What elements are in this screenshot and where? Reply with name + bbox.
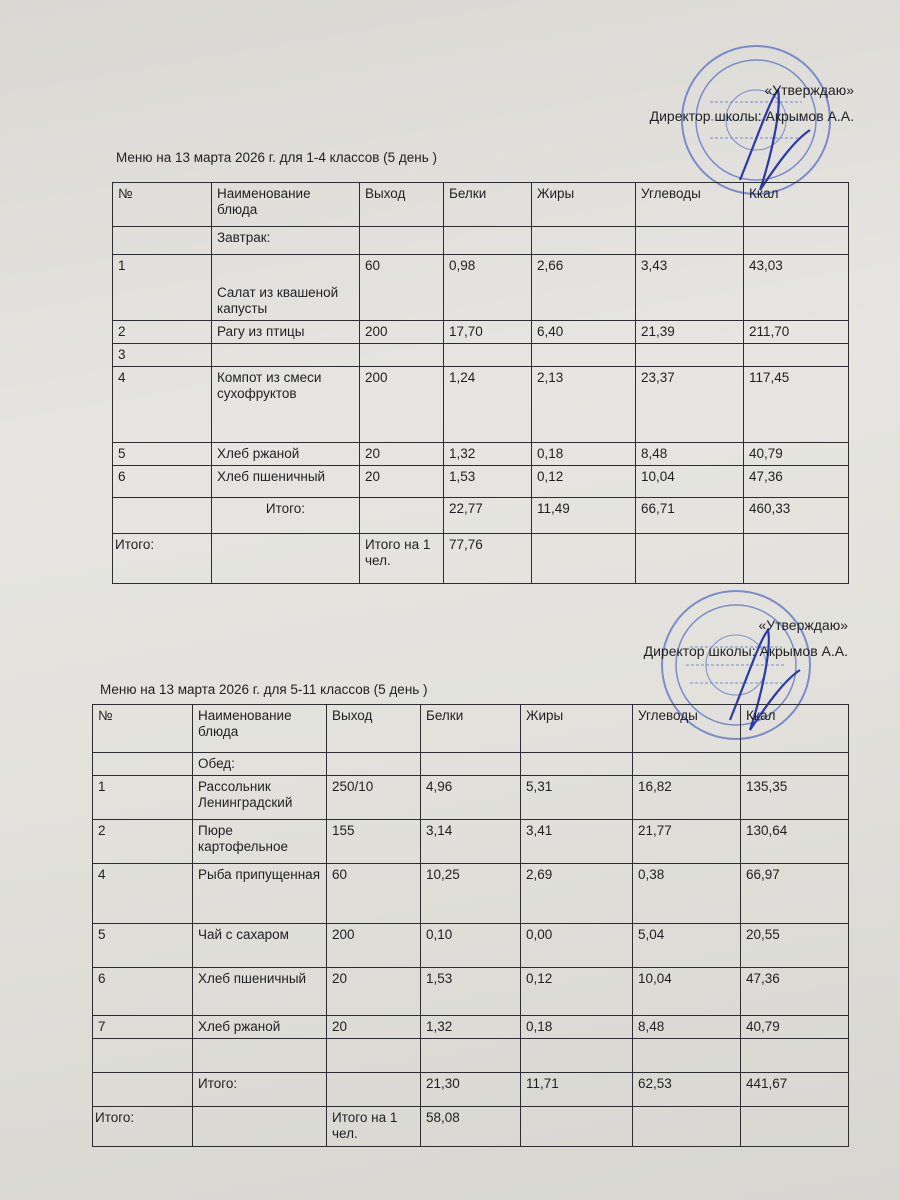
meal-label: Обед: [193,753,327,776]
cell-dish: Рассольник Ленинградский [193,776,327,820]
cell-dish: Чай с сахаром [193,924,327,968]
header-num: № [113,183,212,227]
cell-protein: 3,14 [421,820,521,864]
table-row [93,820,849,864]
cell-kcal: 40,79 [741,1016,849,1039]
table-row [93,1016,849,1039]
cell-yield: 20 [327,1016,421,1039]
cell-num: 5 [113,443,212,466]
cell-dish: Хлеб пшеничный [212,466,360,498]
cell-protein: 1,24 [444,367,532,443]
header-yield: Выход [327,705,421,753]
cell-carbs: 8,48 [636,443,744,466]
cell-kcal: 66,97 [741,864,849,924]
subtotal-protein: 21,30 [421,1073,521,1107]
cell-kcal: 43,03 [744,255,849,321]
cell-fat: 5,31 [521,776,633,820]
cell-num: 6 [113,466,212,498]
cell-yield: 20 [360,443,444,466]
total-row [93,1107,849,1147]
cell-num: 2 [93,820,193,864]
total-label: Итого: [113,534,212,584]
meal-label: Завтрак: [212,227,360,255]
meal-row [93,753,849,776]
cell-fat: 0,00 [521,924,633,968]
cell-carbs: 16,82 [633,776,741,820]
cell-num: 4 [93,864,193,924]
header-dish-name: Наименование блюда [193,705,327,753]
director-signature-line: Директор школы: Акрымов А.А. [643,643,848,659]
cell-fat: 0,18 [521,1016,633,1039]
cell-dish: Пюре картофельное [193,820,327,864]
table-header-row [93,705,849,753]
cell-dish: Рыба припущенная [193,864,327,924]
subtotal-fat: 11,71 [521,1073,633,1107]
cell-yield: 200 [360,321,444,344]
cell-protein: 1,32 [421,1016,521,1039]
cell-dish: Салат из квашеной капусты [212,255,360,321]
cell-protein: 1,32 [444,443,532,466]
cell-num: 1 [113,255,212,321]
table-row [113,443,849,466]
cell-fat: 2,13 [532,367,636,443]
subtotal-row [113,498,849,534]
menu-table-5-11 [92,704,849,1147]
cell-dish: Рагу из птицы [212,321,360,344]
cell-kcal: 20,55 [741,924,849,968]
menu-title-1-4: Меню на 13 марта 2026 г. для 1-4 классов (5 день ) [116,150,438,165]
cell-fat: 6,40 [532,321,636,344]
cell-yield: 250/10 [327,776,421,820]
cell-num: 6 [93,968,193,1016]
approval-block-1 [650,80,854,126]
cell-yield: 200 [360,367,444,443]
header-carbs: Углеводы [636,183,744,227]
header-num: № [93,705,193,753]
cell-num: 5 [93,924,193,968]
header-carbs: Углеводы [633,705,741,753]
total-row [113,534,849,584]
subtotal-carbs: 62,53 [633,1073,741,1107]
table-row [93,776,849,820]
cell-dish: Хлеб ржаной [212,443,360,466]
table-row [113,344,849,367]
cell-carbs: 10,04 [633,968,741,1016]
cell-carbs: 5,04 [633,924,741,968]
subtotal-label: Итого: [212,498,360,534]
cell-kcal: 47,36 [744,466,849,498]
table-row [93,924,849,968]
cell-num: 3 [113,344,212,367]
director-signature-line: Директор школы: Акрымов А.А. [649,108,854,124]
cell-kcal: 211,70 [744,321,849,344]
cell-yield: 20 [327,968,421,1016]
header-kcal: Ккал [741,705,849,753]
cell-dish: Хлеб пшеничный [193,968,327,1016]
cell-carbs: 21,39 [636,321,744,344]
empty-row [93,1039,849,1073]
cell-fat: 0,12 [532,466,636,498]
cell-kcal: 40,79 [744,443,849,466]
table-row [113,321,849,344]
cell-kcal: 130,64 [741,820,849,864]
cell-protein: 1,53 [421,968,521,1016]
approval-label: «Утверждаю» [758,617,848,633]
total-per-person-label: Итого на 1 чел. [360,534,444,584]
cell-protein: 10,25 [421,864,521,924]
header-dish-name: Наименование блюда [212,183,360,227]
cell-num: 1 [93,776,193,820]
total-label: Итого: [93,1107,193,1147]
cell-carbs: 21,77 [633,820,741,864]
subtotal-protein: 22,77 [444,498,532,534]
subtotal-row [93,1073,849,1107]
cell-fat: 3,41 [521,820,633,864]
header-protein: Белки [421,705,521,753]
cell-kcal: 135,35 [741,776,849,820]
cell-kcal: 47,36 [741,968,849,1016]
cell-protein: 1,53 [444,466,532,498]
table-row [93,968,849,1016]
cell-yield: 155 [327,820,421,864]
header-kcal: Ккал [744,183,849,227]
cell-num: 2 [113,321,212,344]
cell-fat: 2,69 [521,864,633,924]
menu-table-1-4 [112,182,849,584]
header-protein: Белки [444,183,532,227]
subtotal-fat: 11,49 [532,498,636,534]
cell-carbs: 8,48 [633,1016,741,1039]
total-per-person-value: 77,76 [444,534,532,584]
subtotal-kcal: 441,67 [741,1073,849,1107]
meal-row [113,227,849,255]
cell-carbs: 3,43 [636,255,744,321]
total-per-person-value: 58,08 [421,1107,521,1147]
cell-yield: 200 [327,924,421,968]
cell-num: 7 [93,1016,193,1039]
cell-fat: 2,66 [532,255,636,321]
cell-yield: 60 [327,864,421,924]
table-row [93,864,849,924]
subtotal-carbs: 66,71 [636,498,744,534]
table-row [113,367,849,443]
cell-kcal: 117,45 [744,367,849,443]
cell-dish: Компот из смеси сухофруктов [212,367,360,443]
cell-dish: Хлеб ржаной [193,1016,327,1039]
cell-num: 4 [113,367,212,443]
header-fat: Жиры [532,183,636,227]
cell-yield: 20 [360,466,444,498]
header-fat: Жиры [521,705,633,753]
cell-protein: 4,96 [421,776,521,820]
cell-protein: 0,10 [421,924,521,968]
approval-label: «Утверждаю» [764,82,854,98]
cell-protein: 17,70 [444,321,532,344]
cell-protein: 0,98 [444,255,532,321]
subtotal-label: Итого: [193,1073,327,1107]
cell-fat: 0,12 [521,968,633,1016]
table-row [113,466,849,498]
header-yield: Выход [360,183,444,227]
table-row [113,255,849,321]
total-per-person-label: Итого на 1 чел. [327,1107,421,1147]
cell-yield: 60 [360,255,444,321]
approval-block-2 [644,615,848,661]
menu-title-5-11: Меню на 13 марта 2026 г. для 5-11 классов (5 день ) [100,682,428,697]
cell-carbs: 10,04 [636,466,744,498]
cell-carbs: 23,37 [636,367,744,443]
table-header-row [113,183,849,227]
subtotal-kcal: 460,33 [744,498,849,534]
cell-fat: 0,18 [532,443,636,466]
cell-carbs: 0,38 [633,864,741,924]
